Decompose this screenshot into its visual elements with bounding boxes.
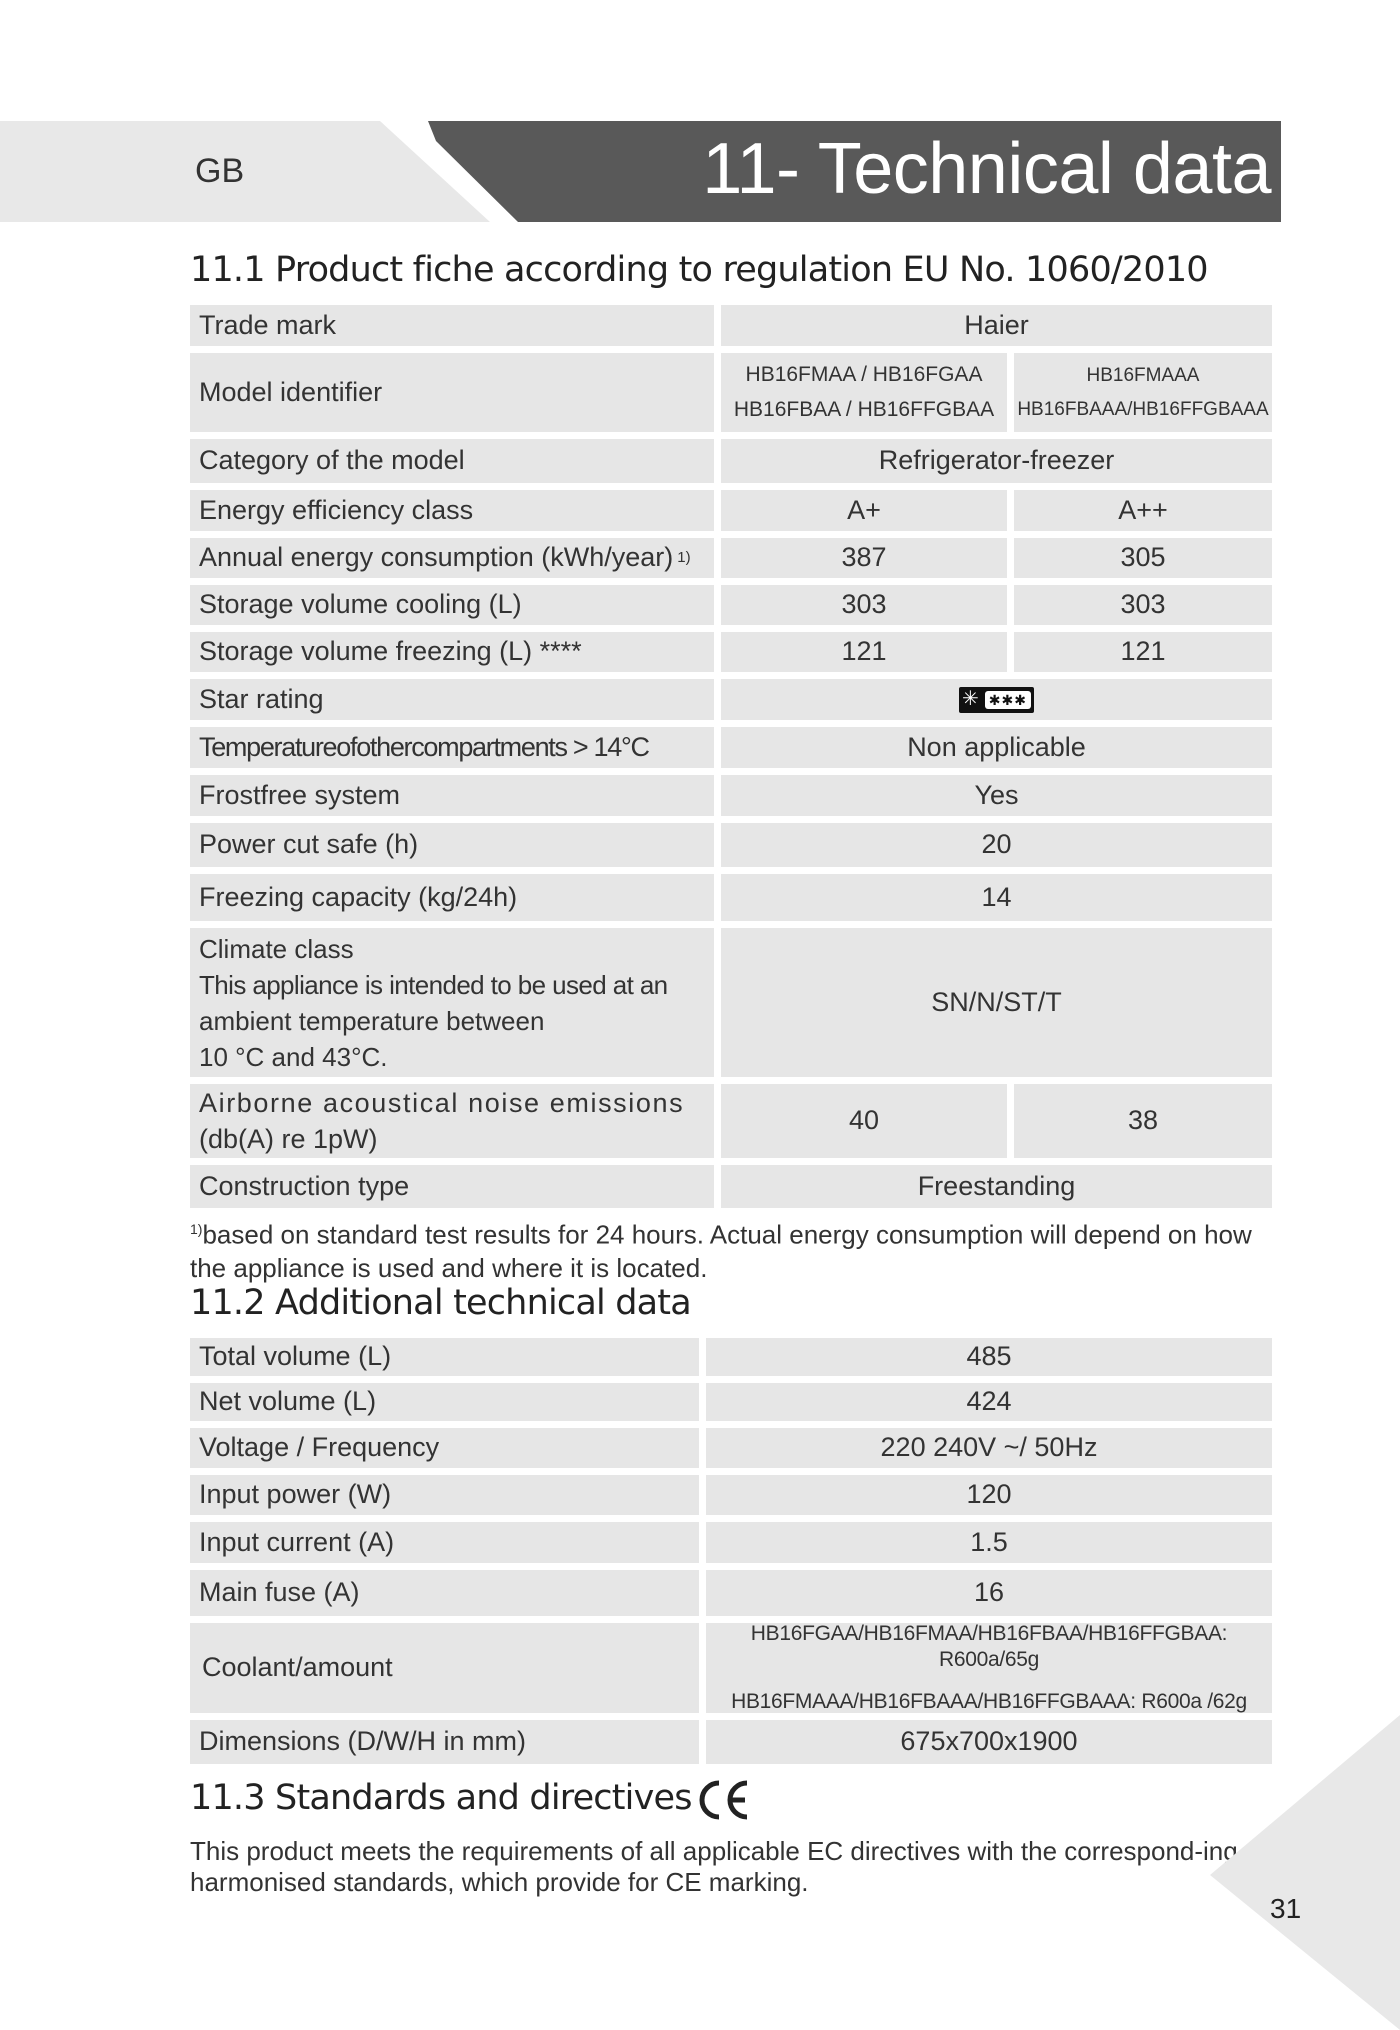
value-net-volume: 424 [706, 1383, 1272, 1421]
freezer-three-stars-icon: ✱✱✱ [985, 691, 1031, 709]
value-category: Refrigerator-freezer [721, 439, 1272, 483]
value-freezing-capacity: 14 [721, 874, 1272, 921]
value-construction: Freestanding [721, 1165, 1272, 1208]
value-energy-class-col2: A++ [1014, 490, 1272, 531]
row-label-dimensions: Dimensions (D/W/H in mm) [190, 1720, 699, 1764]
row-label-energy-class: Energy efficiency class [190, 490, 714, 531]
standards-paragraph: This product meets the requirements of all applicable EC directives with the correspond-ing harmonised standards, which provide for CE marking. [190, 1836, 1238, 1897]
model-col2-line2: HB16FBAAA/HB16FFGBAAA [1017, 398, 1269, 420]
row-label-annual-energy [190, 538, 714, 578]
value-input-power: 120 [706, 1475, 1272, 1515]
model-col1-line1: HB16FMAA / HB16FGAA [745, 363, 983, 387]
row-label-frostfree: Frostfree system [190, 775, 714, 816]
model-col1-line2: HB16FBAA / HB16FFGBAA [733, 397, 995, 421]
value-input-current: 1.5 [706, 1522, 1272, 1563]
value-model-col1 [721, 353, 1007, 432]
value-voltage: 220 240V ~/ 50Hz [706, 1428, 1272, 1468]
climate-label-line3: ambient temperature between [199, 1005, 545, 1036]
footnote-marker: 1) [190, 1221, 203, 1237]
climate-label-line2: This appliance is intended to be used at an [199, 969, 668, 1000]
row-label-input-power: Input power (W) [190, 1475, 699, 1515]
value-freezing-volume-col2: 121 [1014, 632, 1272, 672]
row-label-input-current: Input current (A) [190, 1522, 699, 1563]
row-label-freezing-volume: Storage volume freezing (L) **** [190, 632, 714, 672]
noise-label-line2: (db(A) re 1pW) [199, 1124, 378, 1154]
row-label-temp-other: Temperatureofothercompartments > 14°C [190, 727, 714, 768]
value-coolant [706, 1623, 1272, 1713]
row-label-climate-class [190, 928, 714, 1077]
product-fiche-table [190, 305, 1272, 1208]
row-label-net-volume: Net volume (L) [190, 1383, 699, 1421]
section-heading-standards: 11.3 Standards and directives [190, 1778, 692, 1818]
value-dimensions: 675x700x1900 [706, 1720, 1272, 1764]
footnote [190, 1213, 1290, 1285]
row-label-power-cut: Power cut safe (h) [190, 823, 714, 867]
freezer-star-rating-icon [959, 687, 1034, 713]
value-star-rating [721, 679, 1272, 720]
annual-energy-footnote-marker: 1) [677, 548, 691, 566]
noise-label-line1: Airborne acoustical noise emissions [199, 1088, 685, 1118]
value-annual-energy-col2: 305 [1014, 538, 1272, 578]
value-cooling-volume-col2: 303 [1014, 585, 1272, 625]
row-label-voltage: Voltage / Frequency [190, 1428, 699, 1468]
country-code: GB [195, 152, 245, 190]
value-total-volume: 485 [706, 1338, 1272, 1376]
annual-energy-label-text: Annual energy consumption (kWh/year) [199, 542, 674, 573]
value-climate-class: SN/N/ST/T [721, 928, 1272, 1077]
coolant-line2: HB16FMAAA/HB16FBAAA/HB16FFGBAAA: R600a /62g [731, 1690, 1247, 1713]
value-frostfree: Yes [721, 775, 1272, 816]
coolant-line1: HB16FGAA/HB16FMAA/HB16FBAA/HB16FFGBAA: R600a/65g [750, 1623, 1228, 1671]
model-col2-line1: HB16FMAAA [1086, 364, 1200, 386]
row-label-noise [190, 1084, 714, 1158]
row-label-model-identifier: Model identifier [190, 353, 714, 432]
value-temp-other: Non applicable [721, 727, 1272, 768]
row-label-star-rating: Star rating [190, 679, 714, 720]
value-annual-energy-col1: 387 [721, 538, 1007, 578]
value-noise-col1: 40 [721, 1084, 1007, 1158]
row-label-cooling-volume: Storage volume cooling (L) [190, 585, 714, 625]
row-label-freezing-capacity: Freezing capacity (kg/24h) [190, 874, 714, 921]
row-label-main-fuse: Main fuse (A) [190, 1570, 699, 1616]
page-number: 31 [1270, 1893, 1302, 1924]
row-label-trade-mark: Trade mark [190, 305, 714, 346]
footnote-text: based on standard test results for 24 hours. Actual energy consumption will depend on how the appliance is used and where it is located. [190, 1219, 1252, 1283]
ce-mark-icon [695, 1778, 755, 1822]
section-heading-additional-data: 11.2 Additional technical data [190, 1283, 691, 1323]
climate-label-line4: 10 °C and 43°C. [199, 1041, 388, 1072]
section-heading-product-fiche: 11.1 Product fiche according to regulation EU No. 1060/2010 [190, 250, 1208, 290]
freezer-star-main-icon: ✳ [962, 688, 979, 710]
value-trade-mark: Haier [721, 305, 1272, 346]
row-label-coolant: Coolant/amount [190, 1623, 699, 1713]
row-label-construction: Construction type [190, 1165, 714, 1208]
value-cooling-volume-col1: 303 [721, 585, 1007, 625]
row-label-total-volume: Total volume (L) [190, 1338, 699, 1376]
value-noise-col2: 38 [1014, 1084, 1272, 1158]
additional-data-table [190, 1338, 1272, 1764]
page-title: 11- Technical data [702, 129, 1271, 209]
value-power-cut: 20 [721, 823, 1272, 867]
climate-label-line1: Climate class [199, 933, 354, 964]
value-energy-class-col1: A+ [721, 490, 1007, 531]
value-freezing-volume-col1: 121 [721, 632, 1007, 672]
value-main-fuse: 16 [706, 1570, 1272, 1616]
row-label-category: Category of the model [190, 439, 714, 483]
value-model-col2 [1014, 353, 1272, 432]
